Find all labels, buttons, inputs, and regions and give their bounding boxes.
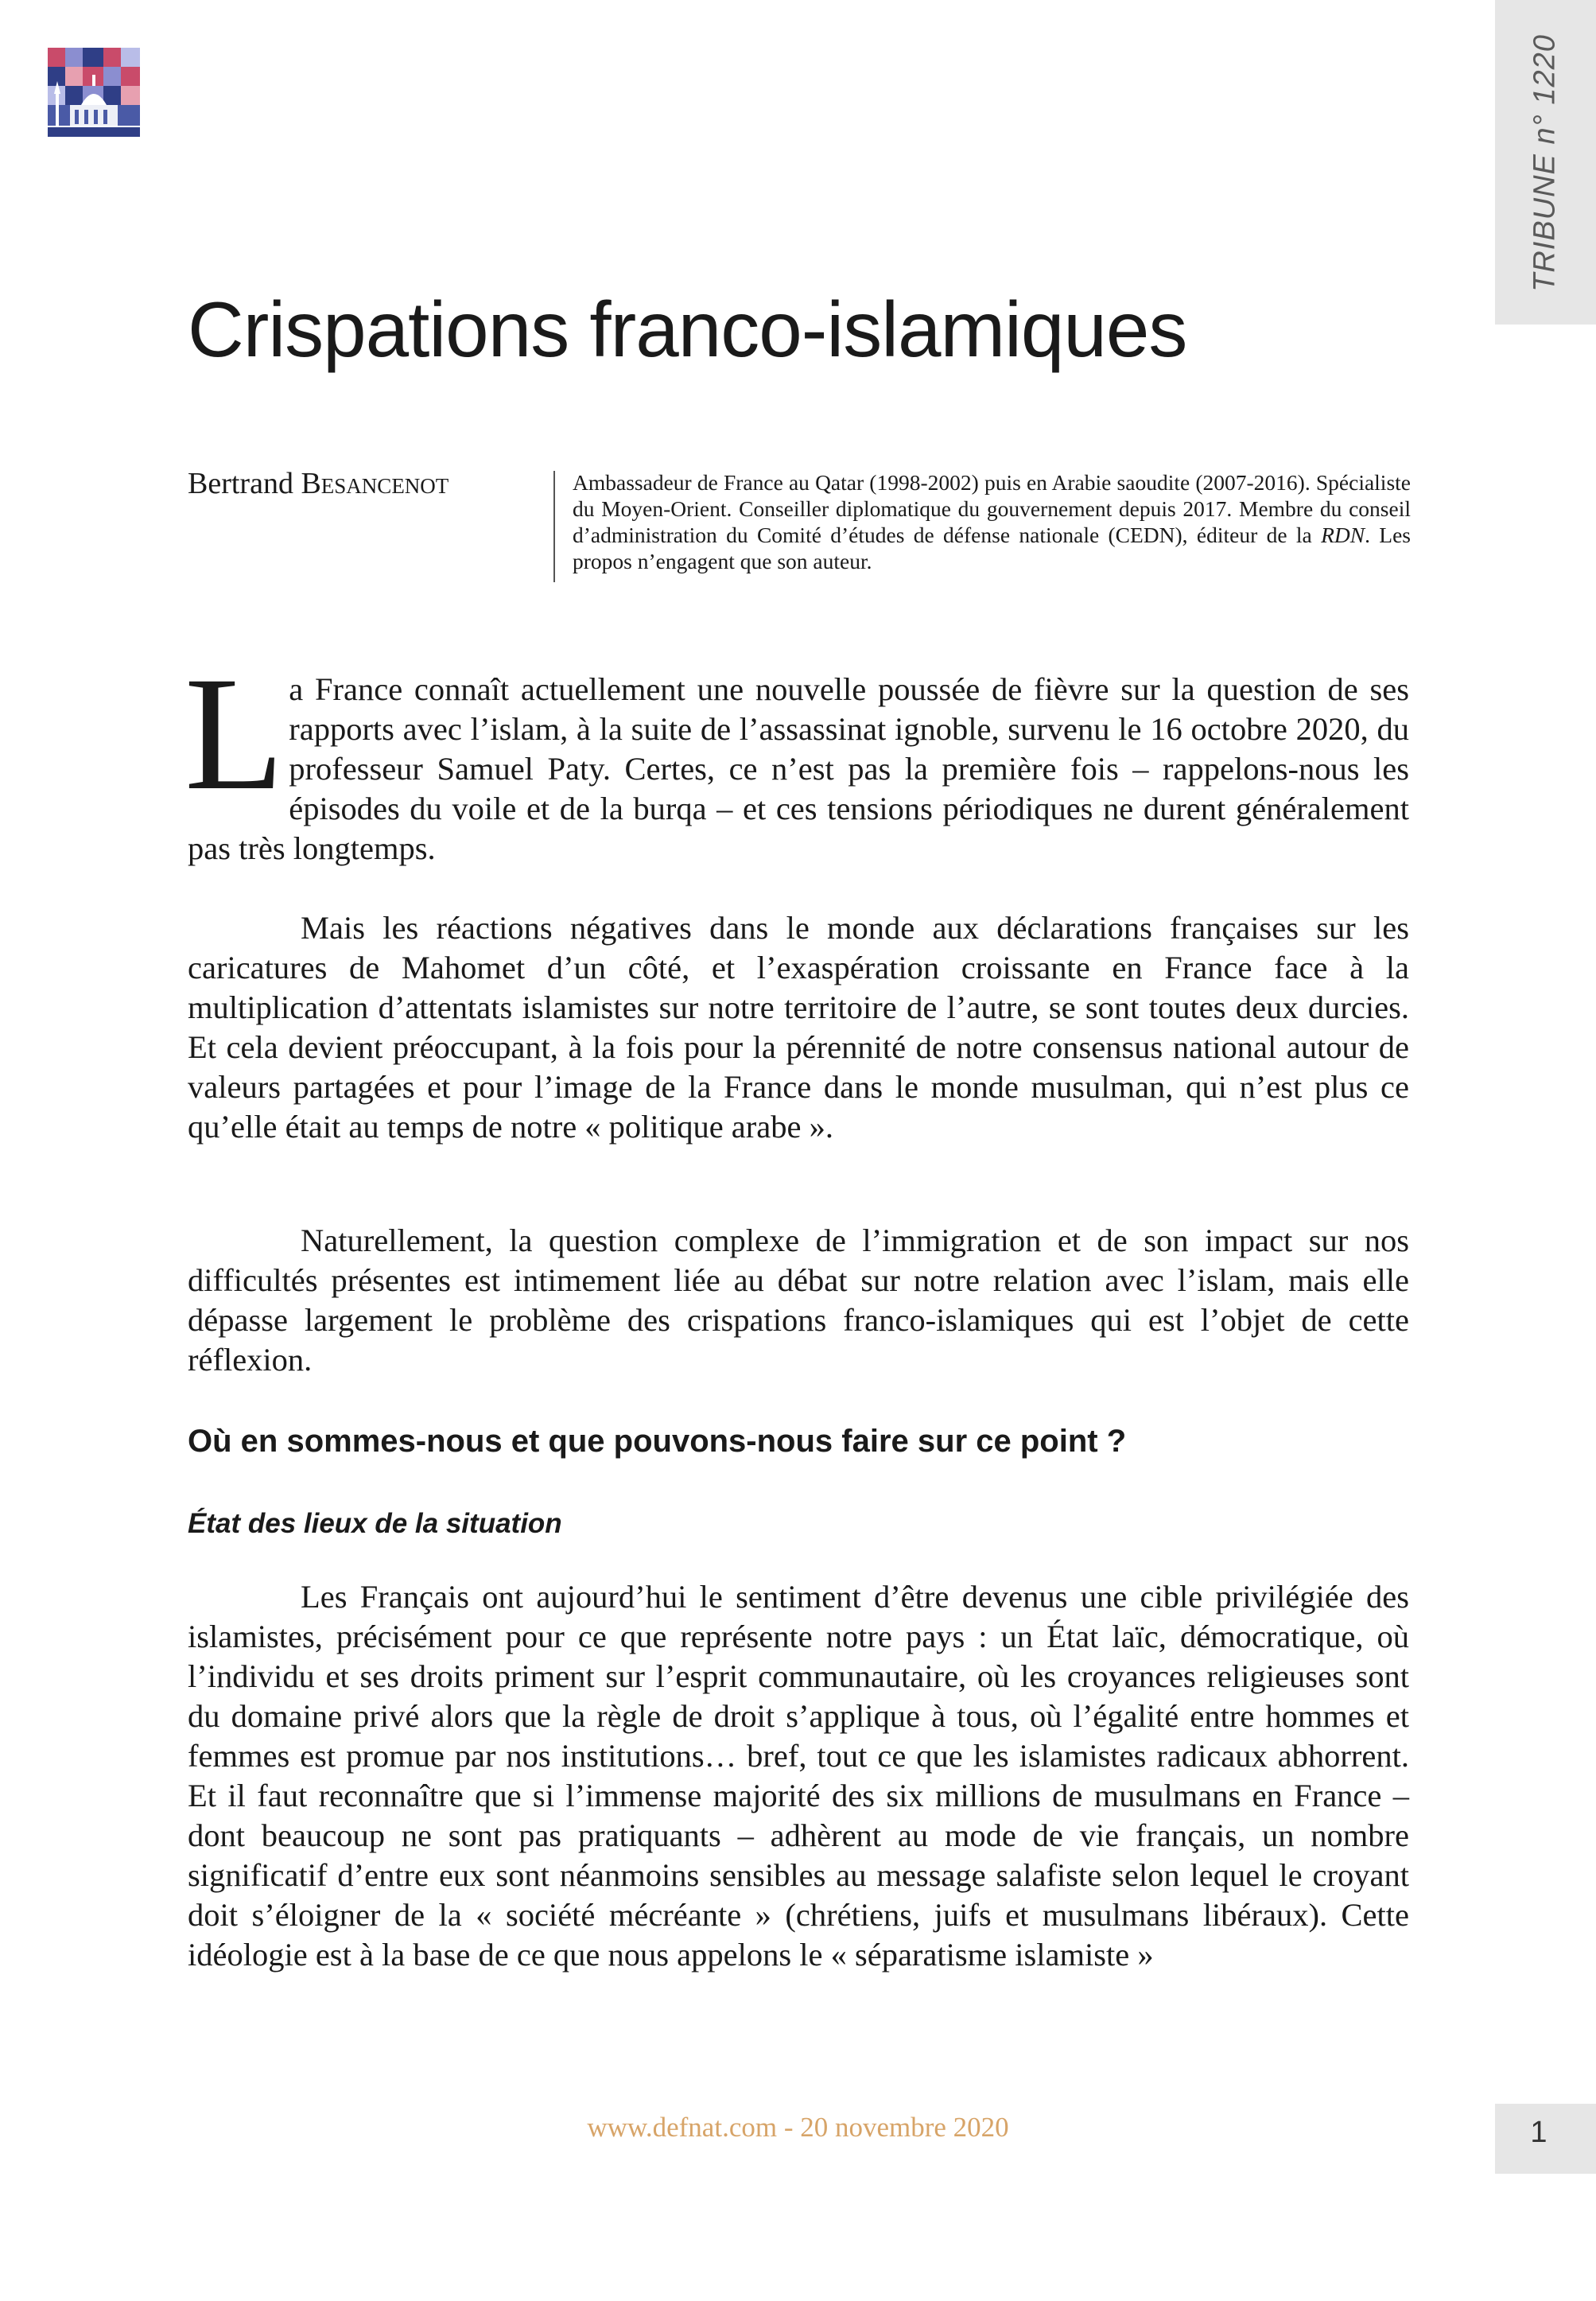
paragraph-1 [184, 643, 1409, 869]
paragraph-2 [188, 908, 1409, 1147]
author-bio [573, 469, 1411, 574]
author-bio-italic: RDN [1321, 523, 1365, 547]
logo [46, 46, 142, 138]
defnat-institution-logo-icon [46, 46, 142, 138]
paragraph-1-text: a France connaît actuellement une nouvelle poussée de fièvre sur la question de ses rapports avec l’islam, à la suite de l’assassinat ignoble, survenu le 16 octobre 2020, du professeur Samuel Paty. Certes, ce n’est pas la première fois – rappelons-nous les épisodes du voile et de la burqa – et ces tensions périodiques ne durent généralement pas très longtemps. [188, 671, 1409, 866]
drop-cap: L [184, 643, 285, 824]
page-title: Crispations franco-islamiques [188, 286, 1187, 373]
author-first-name: Bertrand [188, 467, 293, 500]
paragraph-2-text: Mais les réactions négatives dans le monde aux déclarations françaises sur les caricatures de Mahomet d’un côté, et l’exaspération croissante en France face à la multiplication d’attentats islamistes sur notre territoire de l’autre, se sont toutes deux durcies. Et cela devient préoccupant, à la fois pour la pérennité de notre consensus national autour de valeurs partagées et pour l’image de la France dans le monde musulman, qui n’est plus ce qu’elle était au temps de notre « politique arabe ». [188, 910, 1409, 1145]
tribune-number-label: TRIBUNE n° 1220 [1528, 34, 1562, 292]
page-footer [0, 2112, 1596, 2144]
author-name [188, 466, 449, 501]
footer-separator: - [783, 2112, 794, 2143]
paragraph-4 [188, 1577, 1409, 1975]
page-number: 1 [1530, 2116, 1547, 2149]
section-heading: Où en sommes-nous et que pouvons-nous faire sur ce point ? [188, 1424, 1127, 1459]
section-subheading: État des lieux de la situation [188, 1508, 562, 1539]
author-bio-text-end: . Les propos n’engagent que son auteur. [573, 523, 1411, 573]
author-last-name: Besancenot [301, 467, 449, 500]
author-divider [553, 471, 555, 582]
author-bio-text: Ambassadeur de France au Qatar (1998-2002) puis en Arabie saoudite (2007-2016). Spécialiste du Moyen-Orient. Conseiller diplomatique du gouvernement depuis 2017. Membre du conseil d’administration du Comité d’études de défense nationale (CEDN), éditeur de la [573, 470, 1411, 547]
paragraph-3 [188, 1221, 1409, 1380]
paragraph-4-text: Les Français ont aujourd’hui le sentiment d’être devenus une cible privilégiée des islamistes, précisément pour ce que représente notre pays : un État laïc, démocratique, où l’individu et ses droits priment sur l’esprit communautaire, où les croyances religieuses sont du domaine privé alors que la règle de droit s’applique à tous, où l’égalité entre hommes et femmes est promue par nos institutions… bref, tout ce que les islamistes radicaux abhorrent. Et il faut reconnaître que si l’immense majorité des six millions de musulmans en France – dont beaucoup ne sont pas pratiquants – adhèrent au mode de vie français, un nombre significatif d’entre eux sont néanmoins sensibles au message salafiste selon lequel le croyant doit s’éloigner de la « société mécréante » (chrétiens, juifs et musulmans libéraux). Cette idéologie est à la base de ce que nous appelons le « séparatisme islamiste » [188, 1579, 1409, 1973]
paragraph-3-text: Naturellement, la question complexe de l’immigration et de son impact sur nos difficultés présentes est intimement liée au débat sur notre relation avec l’islam, mais elle dépasse largement le problème des crispations franco-islamiques qui est l’objet de cette réflexion. [188, 1222, 1409, 1378]
footer-date: 20 novembre 2020 [800, 2112, 1009, 2143]
footer-website-link[interactable]: www.defnat.com [587, 2112, 778, 2143]
